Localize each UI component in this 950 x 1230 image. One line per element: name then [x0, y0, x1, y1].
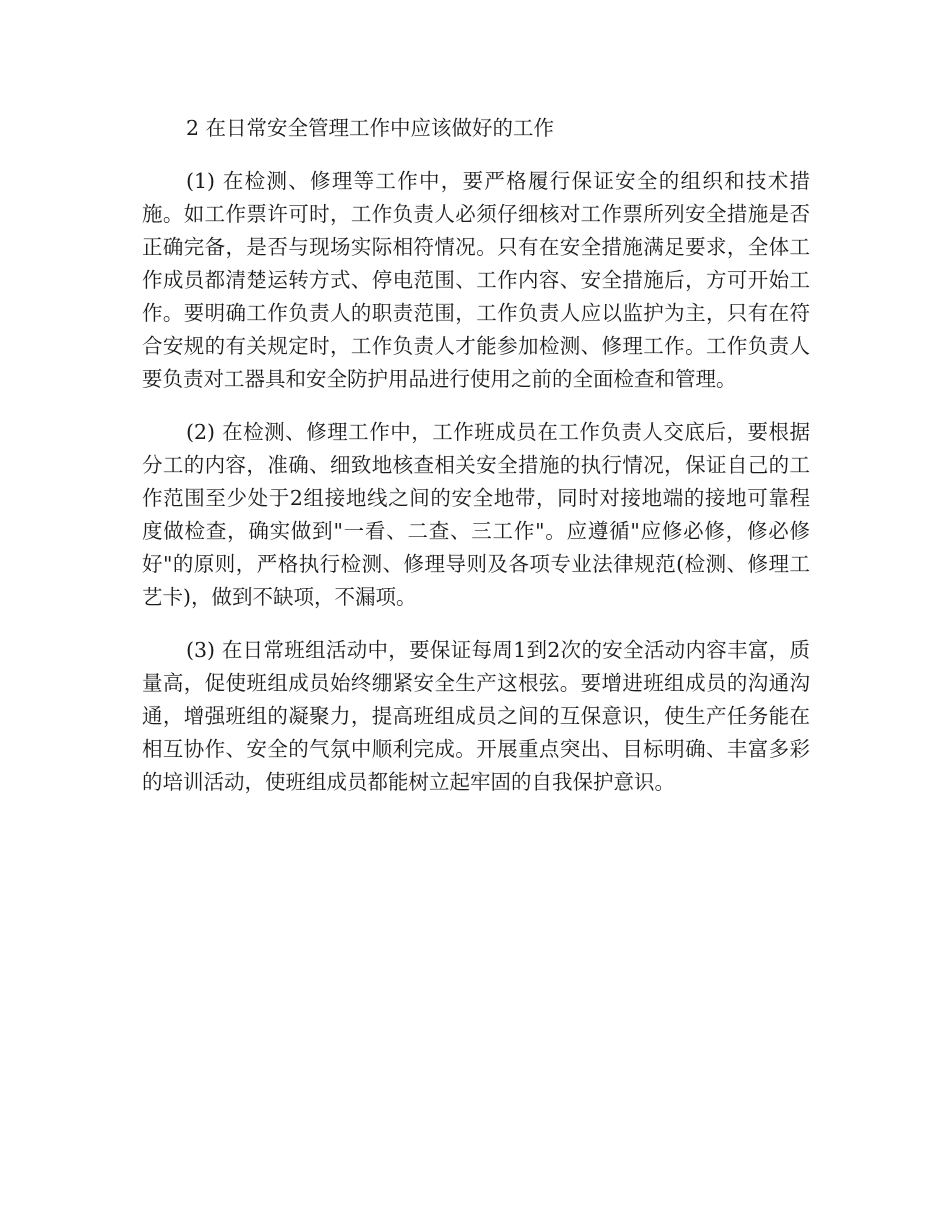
paragraph-2-number: (2) [186, 420, 216, 444]
paragraph-1-number: (1) [186, 169, 216, 193]
paragraph-2 [142, 416, 810, 614]
paragraph-1 [142, 165, 810, 396]
paragraph-3-text: 在日常班组活动中，要保证每周1到2次的安全活动内容丰富，质量高，促使班组成员始终绷紧安全生产这根弦。要增进班组成员的沟通沟通，增强班组的凝聚力，提高班组成员之间的互保意识，使生产任务能在相互协作、安全的气氛中顺利完成。开展重点突出、目标明确、丰富多彩的培训活动，使班组成员都能树立起牢固的自我保护意识。 [142, 638, 810, 794]
paragraph-3-number: (3) [186, 638, 216, 662]
paragraph-1-text: 在检测、修理等工作中，要严格履行保证安全的组织和技术措施。如工作票许可时，工作负责人必须仔细核对工作票所列安全措施是否正确完备，是否与现场实际相符情况。只有在安全措施满足要求，全体工作成员都清楚运转方式、停电范围、工作内容、安全措施后，方可开始工作。要明确工作负责人的职责范围，工作负责人应以监护为主，只有在符合安规的有关规定时，工作负责人才能参加检测、修理工作。工作负责人要负责对工器具和安全防护用品进行使用之前的全面检查和管理。 [142, 169, 810, 391]
paragraph-2-text: 在检测、修理工作中，工作班成员在工作负责人交底后，要根据分工的内容，准确、细致地核查相关安全措施的执行情况，保证自己的工作范围至少处于2组接地线之间的安全地带，同时对接地端的接地可靠程度做检查，确实做到"一看、二查、三工作"。应遵循"应修必修，修必修好"的原则，严格执行检测、修理导则及各项专业法律规范(检测、修理工艺卡)，做到不缺项，不漏项。 [142, 420, 810, 609]
paragraph-3 [142, 634, 810, 799]
section-title: 2 在日常安全管理工作中应该做好的工作 [186, 116, 555, 140]
